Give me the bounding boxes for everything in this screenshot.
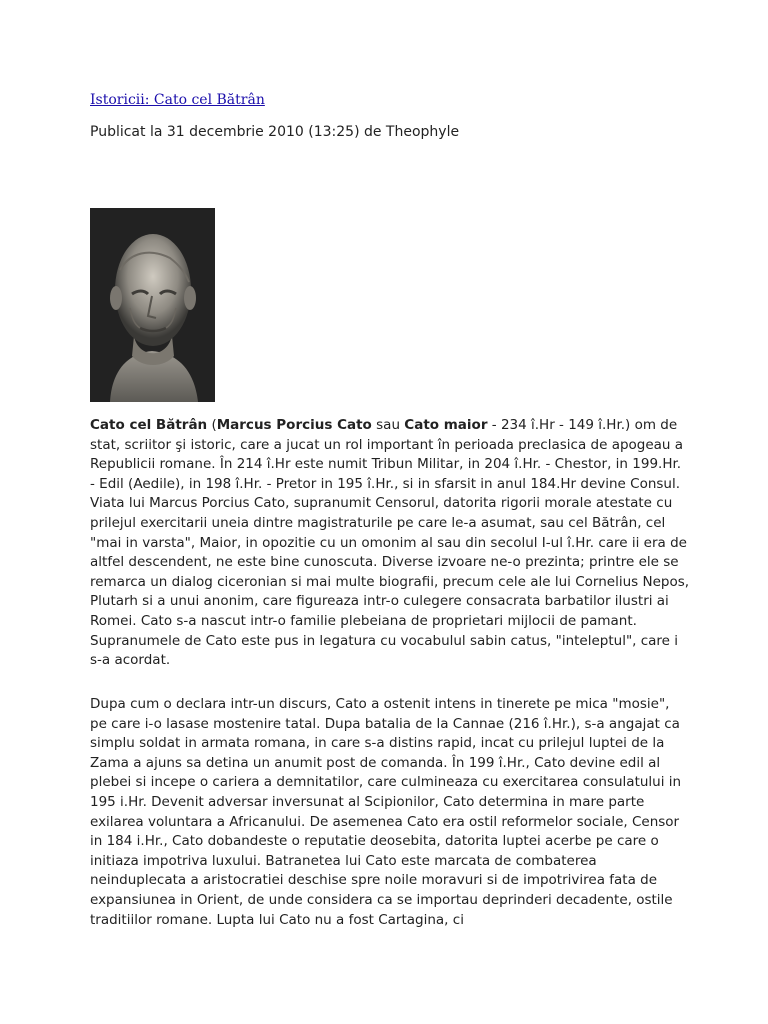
text-run: ( — [207, 417, 217, 433]
bold-name: Cato cel Bătrân — [90, 417, 208, 433]
text-run: - 234 î.Hr - 149 î.Hr.) om de stat, scriitor şi istoric, care a jucat un rol important în perioada preclasica de apogeau a Republicii romane. În 214 î.Hr este numit Tribun Militar, in 204 î.Hr. - Chestor, in 199.Hr. - Edil (Aedile), in 198 î.Hr. - Pretor in 195 î.Hr., si in sfarsit in anul 184.Hr devine Consul. Viata lui Marcus Porcius Cato, supranumit Censorul, datorita rigorii morale atestate cu prilejul exercitarii uneia dintre magistraturile pe care le-a asumat, sau cel Bătrân, cel "mai in varsta", Maior, in opozitie cu un omonim al sau din secolul I-ul î.Hr. care ii era de altfel descendent, ne este bine cunoscuta. Diverse izvoare ne-o prezinta; printre ele se remarca un dialog ciceronian si mai multe biografii, precum cele ale lui Cornelius Nepos, Plutarh si a unui anonim, care figureaza intr-o culegere consacrata barbatilor ilustri ai Romei. Cato s-a nascut intr-o familie plebeiana de proprietari mijlocii de pamant. Supranumele de Cato este pus in legatura cu vocabulul sabin catus, "inteleptul", care i s-a acordat. — [90, 417, 690, 669]
article-title-link[interactable]: Istoricii: Cato cel Bătrân — [90, 92, 265, 108]
text-run: sau — [371, 417, 405, 433]
cato-bust-image — [90, 208, 215, 402]
bold-alt-name: Cato maior — [404, 417, 488, 433]
paragraph-1 — [90, 416, 690, 671]
paragraph-2: Dupa cum o declara intr-un discurs, Cato a ostenit intens in tinerete pe mica "mosie", pe care i-o lasase mostenire tatal. Dupa batalia de la Cannae (216 î.Hr.), s-a angajat ca simplu soldat in armata romana, in care s-a distins rapid, incat cu prilejul luptei de la Zama a ajuns sa detina un anumit post de comanda. În 199 î.Hr., Cato devine edil al plebei si incepe o cariera a demnitatilor, care culmineaza cu exercitarea consulatului in 195 i.Hr. Devenit adversar inversunat al Scipionilor, Cato determina in mare parte exilarea voluntara a Africanului. De asemenea Cato era ostil reformelor sociale, Censor in 184 i.Hr., Cato dobandeste o reputatie deosebita, datorita luptei acerbe pe care o initiaza impotriva luxului. Batranetea lui Cato este marcata de combaterea neinduplecata a aristocratiei deschise spre noile moravuri si de impotrivirea fata de expansiunea in Orient, de unde considera ca se importau deprinderi decadente, ostile traditiilor romane. Lupta lui Cato nu a fost Cartagina, ci — [90, 696, 682, 928]
bold-latin-name: Marcus Porcius Cato — [216, 417, 372, 433]
byline: Publicat la 31 decembrie 2010 (13:25) de Theophyle — [90, 124, 460, 140]
cato-bust-portrait — [90, 208, 215, 402]
